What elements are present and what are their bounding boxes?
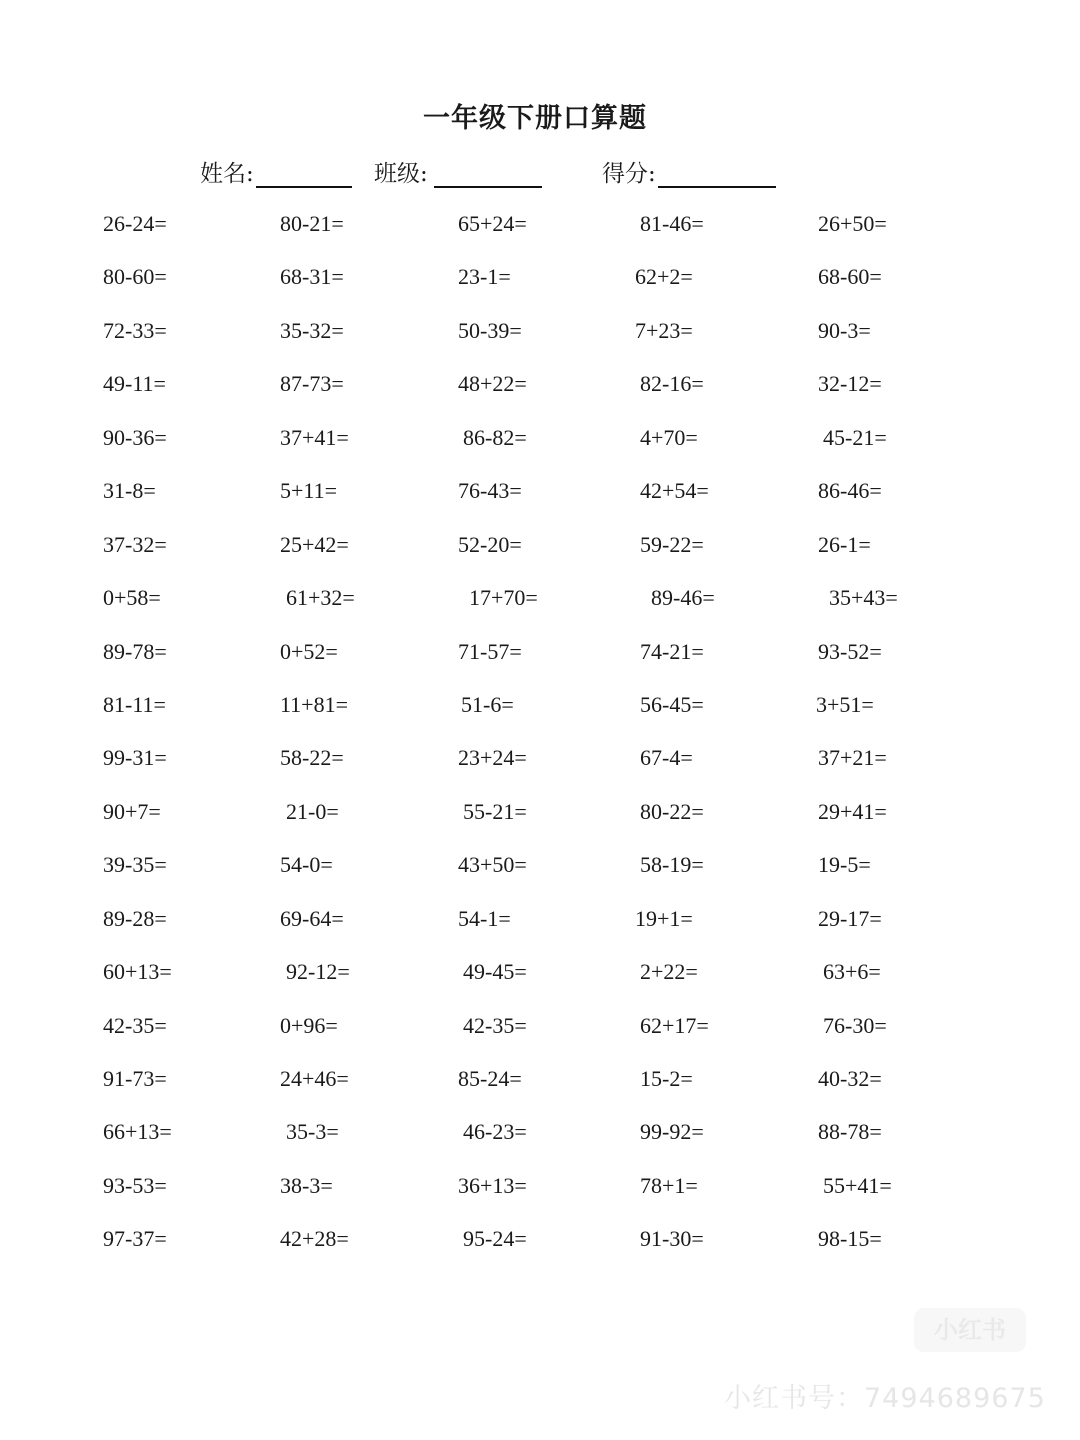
problem-item: 42-35= (103, 1012, 167, 1038)
problem-item: 90-3= (818, 317, 871, 343)
problem-item: 72-33= (103, 317, 167, 343)
problem-item: 67-4= (640, 745, 693, 771)
problem-row (0, 740, 1080, 793)
problem-item: 42+54= (640, 478, 709, 504)
problem-item: 98-15= (818, 1226, 882, 1252)
problem-item: 71-57= (458, 638, 522, 664)
watermark-id: 小红书号：7494689675 (724, 1383, 1046, 1414)
watermark-logo: 小红书 (914, 1308, 1026, 1352)
problem-item: 89-78= (103, 638, 167, 664)
problem-item: 80-21= (280, 211, 344, 236)
problem-item: 91-30= (640, 1226, 704, 1252)
problem-item: 51-6= (461, 691, 514, 717)
class-blank (434, 162, 542, 188)
problem-item: 42-35= (463, 1012, 527, 1038)
problem-item: 54-0= (280, 852, 333, 878)
problem-item: 37+41= (280, 424, 349, 450)
problem-item: 19+1= (635, 905, 693, 931)
problem-item: 68-60= (818, 264, 882, 290)
problem-item: 24+46= (280, 1066, 349, 1091)
problem-item: 81-11= (103, 691, 166, 717)
problem-item: 58-22= (280, 745, 344, 771)
problem-row (0, 527, 1080, 580)
problem-item: 5+11= (280, 478, 337, 504)
problem-row (0, 420, 1080, 473)
problem-item: 17+70= (469, 585, 538, 611)
problem-item: 68-31= (280, 264, 344, 290)
problem-row (0, 580, 1080, 633)
problem-row (0, 259, 1080, 312)
problem-item: 19-5= (818, 852, 871, 878)
problem-item: 48+22= (458, 371, 527, 397)
problem-item: 93-52= (818, 638, 882, 664)
problem-item: 63+6= (823, 959, 881, 985)
problem-item: 49-45= (463, 959, 527, 985)
problem-item: 62+17= (640, 1012, 709, 1038)
worksheet-title: 一年级下册口算题 (423, 103, 647, 134)
problem-item: 97-37= (103, 1226, 167, 1252)
problem-item: 92-12= (286, 959, 350, 985)
problem-item: 86-82= (463, 424, 527, 450)
problem-item: 66+13= (103, 1119, 172, 1145)
problem-item: 85-24= (458, 1066, 522, 1091)
problem-item: 42+28= (280, 1226, 349, 1252)
problem-item: 91-73= (103, 1066, 167, 1091)
problem-item: 99-31= (103, 745, 167, 771)
problem-item: 76-30= (823, 1012, 887, 1038)
problem-item: 32-12= (818, 371, 882, 397)
class-field (374, 155, 542, 188)
problem-row (0, 794, 1080, 847)
problem-item: 59-22= (640, 531, 704, 557)
problem-item: 7+23= (635, 317, 693, 343)
name-label: 姓名: (200, 161, 254, 187)
problem-item: 39-35= (103, 852, 167, 878)
problem-row (0, 1008, 1080, 1061)
problem-item: 65+24= (458, 211, 527, 236)
problem-item: 60+13= (103, 959, 172, 985)
score-label: 得分: (602, 161, 656, 187)
problem-item: 62+2= (635, 264, 693, 290)
problem-item: 88-78= (818, 1119, 882, 1145)
problem-item: 86-46= (818, 478, 882, 504)
problem-item: 35-3= (286, 1119, 339, 1145)
problem-row (0, 206, 1080, 259)
problem-item: 31-8= (103, 478, 156, 504)
problem-item: 11+81= (280, 691, 348, 717)
problem-item: 46-23= (463, 1119, 527, 1145)
problem-item: 95-24= (463, 1226, 527, 1252)
problem-item: 36+13= (458, 1172, 527, 1198)
problem-row (0, 313, 1080, 366)
problem-item: 82-16= (640, 371, 704, 397)
problem-item: 15-2= (640, 1066, 693, 1091)
problem-item: 21-0= (286, 798, 339, 824)
problem-item: 80-60= (103, 264, 167, 290)
problem-item: 29-17= (818, 905, 882, 931)
problem-item: 26+50= (818, 211, 887, 236)
problem-item: 29+41= (818, 798, 887, 824)
problem-item: 54-1= (458, 905, 511, 931)
name-field (200, 155, 352, 188)
problem-row (0, 1061, 1080, 1114)
problem-item: 50-39= (458, 317, 522, 343)
problem-row (0, 1114, 1080, 1167)
problem-row (0, 1221, 1080, 1274)
problem-item: 56-45= (640, 691, 704, 717)
problem-item: 49-11= (103, 371, 166, 397)
problem-item: 0+52= (280, 638, 338, 664)
problem-item: 37+21= (818, 745, 887, 771)
problem-item: 40-32= (818, 1066, 882, 1091)
problem-item: 0+96= (280, 1012, 338, 1038)
problem-item: 45-21= (823, 424, 887, 450)
problem-item: 37-32= (103, 531, 167, 557)
problem-item: 90-36= (103, 424, 167, 450)
problem-item: 35-32= (280, 317, 344, 343)
problem-item: 35+43= (829, 585, 898, 611)
problem-item: 43+50= (458, 852, 527, 878)
problem-item: 0+58= (103, 585, 161, 611)
problem-item: 26-1= (818, 531, 871, 557)
problem-item: 23-1= (458, 264, 511, 290)
problem-item: 69-64= (280, 905, 344, 931)
problem-item: 4+70= (640, 424, 698, 450)
problem-item: 23+24= (458, 745, 527, 771)
problem-item: 2+22= (640, 959, 698, 985)
problem-item: 25+42= (280, 531, 349, 557)
problem-item: 55+41= (823, 1172, 892, 1198)
problem-item: 93-53= (103, 1172, 167, 1198)
problem-row (0, 366, 1080, 419)
problem-item: 26-24= (103, 211, 167, 236)
problem-item: 55-21= (463, 798, 527, 824)
problem-row (0, 1168, 1080, 1221)
problem-item: 58-19= (640, 852, 704, 878)
problem-row (0, 687, 1080, 740)
problem-item: 78+1= (640, 1172, 698, 1198)
problem-item: 89-28= (103, 905, 167, 931)
problem-item: 87-73= (280, 371, 344, 397)
problem-row (0, 847, 1080, 900)
score-blank (658, 162, 776, 188)
problem-item: 3+51= (816, 691, 874, 717)
problem-row (0, 954, 1080, 1007)
problem-item: 74-21= (640, 638, 704, 664)
problem-item: 61+32= (286, 585, 355, 611)
class-label: 班级: (374, 161, 428, 187)
name-blank (256, 162, 352, 188)
problem-item: 52-20= (458, 531, 522, 557)
problem-row (0, 473, 1080, 526)
problem-item: 89-46= (651, 585, 715, 611)
problem-item: 80-22= (640, 798, 704, 824)
problem-item: 38-3= (280, 1172, 333, 1198)
problem-grid (0, 206, 1080, 1275)
problem-item: 90+7= (103, 798, 161, 824)
problem-item: 76-43= (458, 478, 522, 504)
problem-item: 99-92= (640, 1119, 704, 1145)
score-field (602, 155, 776, 188)
problem-row (0, 901, 1080, 954)
problem-row (0, 634, 1080, 687)
problem-item: 81-46= (640, 211, 704, 236)
